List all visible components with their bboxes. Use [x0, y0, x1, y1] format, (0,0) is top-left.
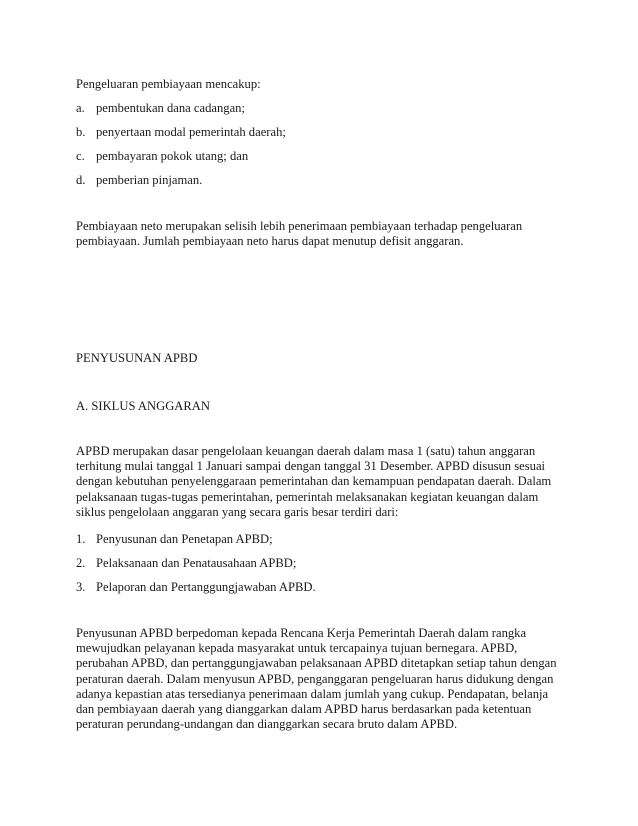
list-marker: b.: [76, 125, 86, 139]
paragraph-line: dengan kebutuhan penyelenggaraan pemerintahan dan kemampuan pendapatan daerah. Dalam: [76, 474, 552, 489]
paragraph-line: Pembiayaan neto merupakan selisih lebih penerimaan pembiayaan terhadap pengeluaran: [76, 219, 523, 233]
list-item: [76, 125, 286, 140]
list-item: [76, 532, 273, 547]
paragraph-line: pembiayaan. Jumlah pembiayaan neto harus dapat menutup defisit anggaran.: [76, 234, 464, 249]
list-marker: a.: [76, 101, 85, 115]
paragraph-line: peraturan perundang-undangan dan dianggarkan secara bruto dalam APBD.: [76, 717, 458, 732]
paragraph-line: APBD merupakan dasar pengelolaan keuangan daerah dalam masa 1 (satu) tahun anggaran: [76, 444, 536, 458]
heading-siklus-anggaran: A. SIKLUS ANGGARAN: [76, 399, 210, 413]
neto-paragraph: [76, 219, 556, 249]
list-marker: 2.: [76, 556, 86, 570]
paragraph-line: mewujudkan pelayanan kepada masyarakat untuk tercapainya tujuan bernegara. APBD,: [76, 641, 518, 656]
paragraph-line: dan pembiayaan daerah yang dianggarkan dalam APBD harus berdasarkan pada ketentuan: [76, 702, 532, 717]
penyusunan-paragraph: [76, 626, 556, 732]
list-marker: d.: [76, 173, 86, 187]
pembiayaan-intro: Pengeluaran pembiayaan mencakup:: [76, 77, 261, 91]
list-item-text: Pelaksanaan dan Penatausahaan APBD;: [96, 556, 297, 570]
list-item: [76, 101, 245, 116]
paragraph-line: Penyusunan APBD berpedoman kepada Rencana Kerja Pemerintah Daerah dalam rangka: [76, 626, 527, 640]
list-item: [76, 149, 248, 164]
paragraph-line: siklus pengelolaan anggaran yang secara garis besar terdiri dari:: [76, 504, 399, 519]
paragraph-line: peraturan daerah. Dalam menyusun APBD, penganggaran pengeluaran harus didukung dengan: [76, 671, 554, 686]
heading-penyusunan-apbd: PENYUSUNAN APBD: [76, 351, 198, 365]
list-item-text: pembentukan dana cadangan;: [96, 101, 245, 115]
list-item-text: pembayaran pokok utang; dan: [96, 149, 249, 163]
list-item-text: penyertaan modal pemerintah daerah;: [96, 125, 286, 139]
list-item-text: Pelaporan dan Pertanggungjawaban APBD.: [96, 580, 316, 594]
list-item: [76, 556, 296, 571]
list-item: [76, 173, 202, 188]
list-marker: 3.: [76, 580, 86, 594]
apbd-paragraph: [76, 444, 556, 520]
list-marker: c.: [76, 149, 85, 163]
paragraph-line: adanya kepastian atas tersedianya penerimaan dalam jumlah yang cukup. Pendapatan, belanja: [76, 686, 549, 701]
paragraph-line: pelaksanaan tugas-tugas pemerintahan, pemerintah melaksanakan kegiatan keuangan dalam: [76, 489, 539, 504]
list-item: [76, 580, 316, 595]
paragraph-line: perubahan APBD, dan pertanggungjawaban pelaksanaan APBD ditetapkan setiap tahun dengan: [76, 656, 557, 671]
list-item-text: pemberian pinjaman.: [96, 173, 203, 187]
list-marker: 1.: [76, 532, 86, 546]
paragraph-line: terhitung mulai tanggal 1 Januari sampai dengan tanggal 31 Desember. APBD disusun sesuai: [76, 459, 546, 474]
list-item-text: Penyusunan dan Penetapan APBD;: [96, 532, 273, 546]
